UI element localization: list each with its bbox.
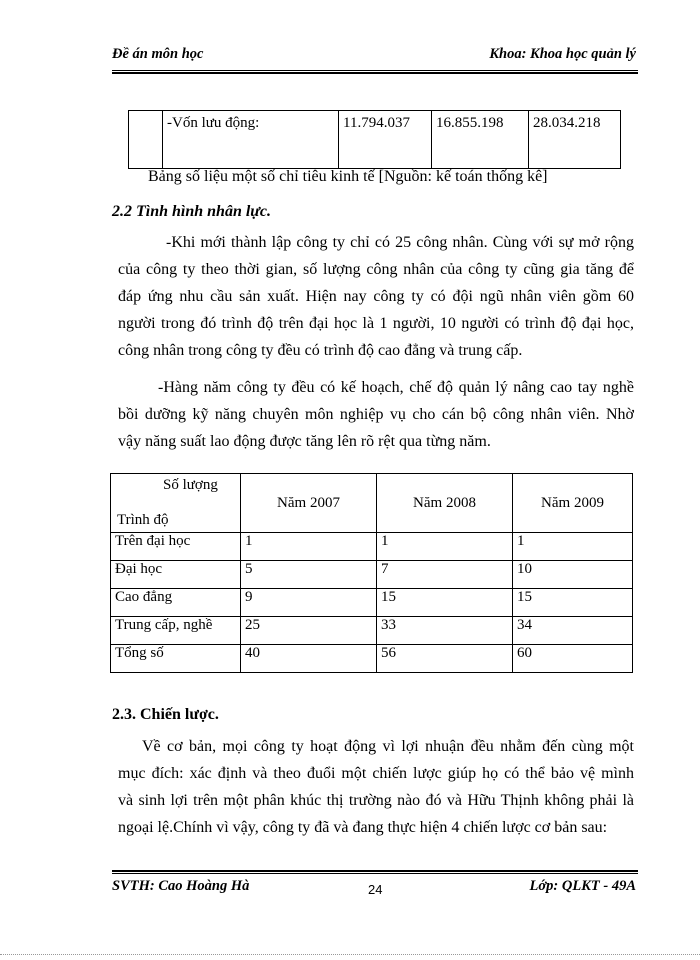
table-cell-value: 56: [377, 645, 513, 673]
paragraph-line: -Hàng năm công ty đều có kế hoạch, chế độ quản lý nâng cao tay nghề: [158, 379, 634, 396]
paragraph-line: mục đích: xác định và theo đuổi một chiến lược giúp họ có thể bảo vệ mình: [118, 765, 634, 782]
year-header: Năm 2007: [241, 474, 377, 533]
row-label: Trên đại học: [111, 533, 241, 561]
table-row: [111, 617, 633, 645]
table-cell-value: 15: [377, 589, 513, 617]
table-row: [111, 533, 633, 561]
paragraph-line: của công ty theo thời gian, số lượng công nhân của công ty cũng gia tăng để: [118, 261, 634, 278]
row-label: Đại học: [111, 561, 241, 589]
table-cell-value: 5: [241, 561, 377, 589]
section-heading-2-3: 2.3. Chiến lược.: [112, 706, 219, 723]
table-cell-value: 33: [377, 617, 513, 645]
row-label: Cao đẳng: [111, 589, 241, 617]
table-cell-value: 1: [377, 533, 513, 561]
table-cell-value: 1: [513, 533, 633, 561]
paragraph-line: người trong đó trình độ trên đại học là 1 người, 10 người có trình độ đại học,: [118, 315, 634, 332]
row-label: Tổng số: [111, 645, 241, 673]
table-cell-value: 15: [513, 589, 633, 617]
page-number: 24: [368, 882, 383, 897]
paragraph-workforce: [118, 229, 634, 364]
table-cell-value: 25: [241, 617, 377, 645]
table-caption: Bảng số liệu một số chỉ tiêu kinh tế [Nguồn: kế toán thống kê]: [148, 168, 548, 185]
table-row: [129, 111, 621, 169]
year-header: Năm 2008: [377, 474, 513, 533]
paragraph-line: -Khi mới thành lập công ty chỉ có 25 công nhân. Cùng với sự mở rộng: [166, 234, 634, 251]
table-cell-value: 16.855.198: [432, 111, 529, 169]
workforce-table: [110, 473, 633, 673]
paragraph-training: [118, 374, 634, 455]
economic-indicators-table: [128, 110, 621, 169]
table-cell-value: 34: [513, 617, 633, 645]
paragraph-line: công nhân trong công ty đều có trình độ cao đẳng và trung cấp.: [118, 342, 523, 359]
table-header-row: [111, 474, 633, 533]
corner-label-quantity: Số lượng: [163, 477, 218, 493]
header-right-text: Khoa: Khoa học quản lý: [489, 46, 636, 62]
table-row-label: -Vốn lưu động:: [163, 111, 339, 169]
footer-student: SVTH: Cao Hoàng Hà: [112, 878, 250, 894]
row-label: Trung cấp, nghề: [111, 617, 241, 645]
paragraph-line: đáp ứng nhu cầu sản xuất. Hiện nay công ty có đội ngũ nhân viên gồm 60: [118, 288, 634, 305]
table-cell-blank: [129, 111, 163, 169]
table-cell-value: 40: [241, 645, 377, 673]
table-cell-value: 9: [241, 589, 377, 617]
table-cell-value: 7: [377, 561, 513, 589]
paragraph-line: Về cơ bản, mọi công ty hoạt động vì lợi nhuận đều nhằm đến cùng một: [142, 738, 634, 755]
paragraph-line: vậy năng suất lao động được tăng lên rõ rệt qua từng năm.: [118, 433, 491, 450]
header-rule: [112, 70, 638, 74]
corner-label-level: Trình độ: [117, 512, 169, 528]
paragraph-line: và sinh lợi trên một phân khúc thị trường nào đó và Hữu Thịnh không phải là: [118, 792, 634, 809]
table-corner-cell: [111, 474, 241, 533]
page-edge-divider: [0, 954, 700, 955]
paragraph-line: bồi dưỡng kỹ năng chuyên môn nghiệp vụ cho cán bộ công nhân viên. Nhờ: [118, 406, 634, 423]
header-left-text: Đề án môn học: [112, 46, 204, 62]
table-row: [111, 645, 633, 673]
year-header: Năm 2009: [513, 474, 633, 533]
table-cell-value: 60: [513, 645, 633, 673]
footer-rule: [112, 870, 638, 874]
paragraph-line: ngoại lệ.Chính vì vậy, công ty đã và đang thực hiện 4 chiến lược cơ bản sau:: [118, 819, 608, 836]
section-heading-2-2: 2.2 Tình hình nhân lực.: [112, 203, 271, 220]
table-row: [111, 561, 633, 589]
paragraph-strategy: [118, 733, 634, 841]
footer-class: Lớp: QLKT - 49A: [529, 878, 636, 894]
table-cell-value: 1: [241, 533, 377, 561]
table-cell-value: 11.794.037: [339, 111, 432, 169]
table-row: [111, 589, 633, 617]
table-cell-value: 28.034.218: [529, 111, 621, 169]
table-cell-value: 10: [513, 561, 633, 589]
